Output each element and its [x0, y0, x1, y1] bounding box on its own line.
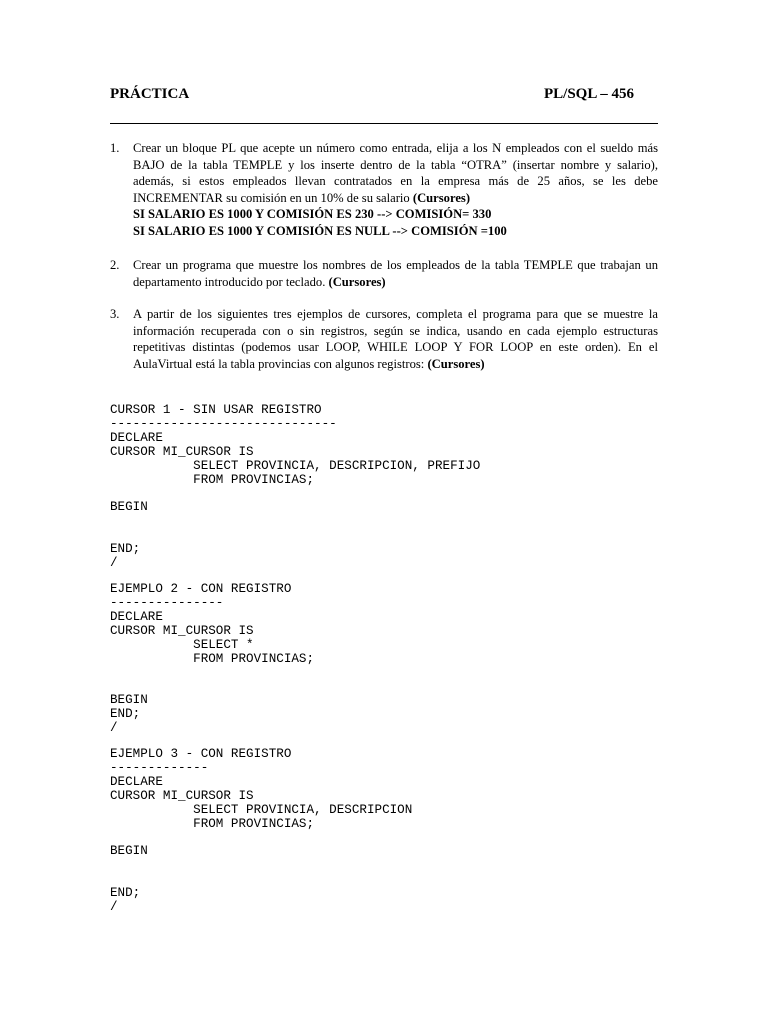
question-body: [133, 257, 658, 290]
code-example-3: EJEMPLO 3 - CON REGISTRO ------------- DECLARE CURSOR MI_CURSOR IS SELECT PROVINCIA, DESCRIPCION FROM PROVINCIAS; BEGIN END; /: [110, 747, 413, 914]
page-title: PRÁCTICA: [110, 86, 190, 102]
question-1: [110, 140, 658, 239]
question-text: A partir de los siguientes tres ejemplos de cursores, completa el programa para que se muestre la información recuperada con o sin registros, según se indica, usando en cada ejemplo estructuras repetitivas distintas (podemos usar LOOP, WHILE LOOP Y FOR LOOP en este orden). En el AulaVirtual está la tabla provincias con algunos registros:: [133, 307, 658, 371]
course-code: PL/SQL – 456: [544, 86, 635, 102]
question-body: [133, 306, 658, 372]
page-header: [110, 86, 658, 108]
question-3: [110, 306, 658, 372]
code-example-1: CURSOR 1 - SIN USAR REGISTRO ------------------------------ DECLARE CURSOR MI_CURSOR IS SELECT PROVINCIA, DESCRIPCION, PREFIJO FROM PROVINCIAS; BEGIN END; /: [110, 403, 481, 570]
question-body: [133, 140, 658, 239]
question-2: [110, 257, 658, 290]
question-tag: (Cursores): [412, 190, 471, 205]
example-rule-1: SI SALARIO ES 1000 Y COMISIÓN ES 230 --> COMISIÓN= 330: [133, 207, 492, 221]
example-rule-2: SI SALARIO ES 1000 Y COMISIÓN ES NULL --> COMISIÓN =100: [133, 223, 507, 238]
question-number: 2.: [110, 258, 120, 272]
question-text: Crear un bloque PL que acepte un número como entrada, elija a los N empleados con el sueldo más BAJO de la tabla TEMPLE y los inserte dentro de la tabla “OTRA” (insertar nombre y salario), además, si estos empleados llevan contratados en la empresa más de 25 años, se les debe INCREMENTAR su comisión en un 10% de su salario: [133, 141, 658, 205]
question-number: 3.: [110, 307, 120, 321]
header-divider: [110, 123, 658, 124]
code-example-2: EJEMPLO 2 - CON REGISTRO --------------- DECLARE CURSOR MI_CURSOR IS SELECT * FROM PROVINCIAS; BEGIN END; /: [110, 582, 315, 736]
question-number: 1.: [110, 141, 120, 155]
question-text: Crear un programa que muestre los nombres de los empleados de la tabla TEMPLE que trabajan un departamento introducido por teclado.: [133, 258, 658, 289]
question-tag: (Cursores): [328, 274, 386, 289]
question-tag: (Cursores): [427, 356, 485, 371]
